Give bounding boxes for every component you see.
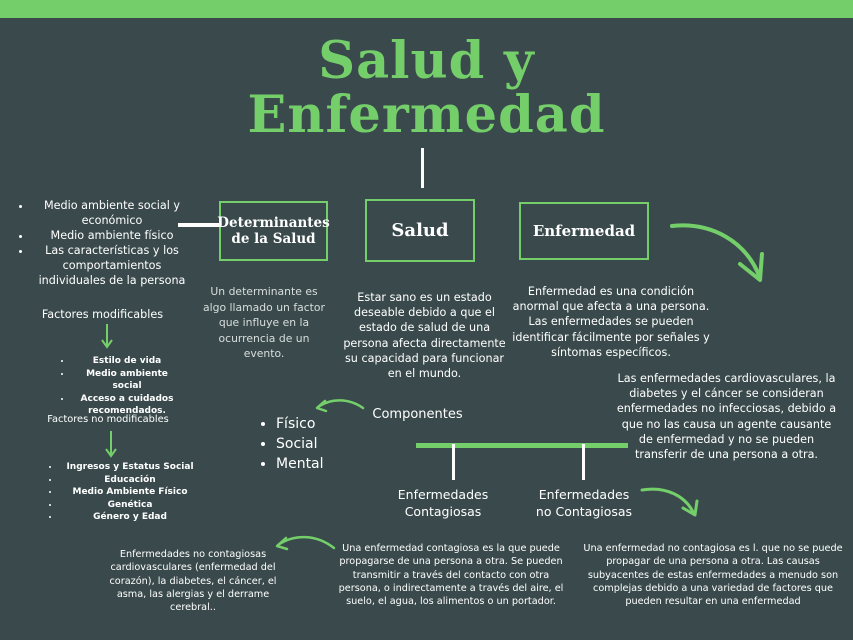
title-line-1: Salud y [318, 31, 535, 91]
factores-no-modificables-list [40, 461, 200, 524]
list-item: • Físico [276, 414, 324, 434]
contagiosas-label-line-1: Enfermedades [397, 487, 489, 502]
salud-label: Salud [391, 220, 449, 241]
list-item: • Género y Edad [60, 511, 200, 524]
list-item: • Las características y los comportamientos individuales de la persona [32, 243, 190, 288]
list-item: • Acceso a cuidados recomendados. [72, 393, 182, 418]
curved-arrow-icon [272, 532, 336, 554]
no-infecciosas-text: Las enfermedades cardiovasculares, la diabetes y el cáncer se consideran enfermedades no infecciosas, debido a que no las causa un agente causante de enfermedad y no se pueden transferir de una persona a otra. [616, 372, 837, 462]
page-title [200, 31, 653, 145]
factores-no-modificables-label: Factores no modificables [47, 414, 169, 425]
arrow-down-icon [100, 323, 114, 349]
factores-modificables-list [52, 355, 182, 418]
list-item: • Social [276, 434, 324, 454]
list-item: • Genética [60, 499, 200, 512]
title-line-2: Enfermedad [247, 85, 606, 145]
list-item: • Educación [60, 474, 200, 487]
componentes-label: Componentes [372, 407, 463, 422]
top-accent-bar [0, 0, 853, 18]
determinantes-list [12, 198, 190, 288]
list-item: • Ingresos y Estatus Social [60, 461, 200, 474]
contagiosas-label [388, 486, 498, 520]
no-contagiosas-label-line-1: Enfermedades [538, 487, 630, 502]
contagiosas-definition: Una enfermedad contagiosa es la que puede propagarse de una persona a otra. Se pueden transmitir a través del contacto con otra persona, o indirectamente a través del aire, el suelo, el agua, los alimentos o un portador. [338, 543, 564, 608]
list-item: • Medio ambiente social [72, 368, 182, 393]
enfermedad-label: Enfermedad [532, 222, 636, 240]
factores-modificables-label: Factores modificables [41, 308, 164, 321]
list-item: • Mental [276, 454, 324, 474]
curved-arrow-icon [313, 396, 365, 416]
contagiosas-label-line-2: Contagiosas [404, 504, 482, 519]
arrow-down-icon [104, 430, 118, 458]
list-item: • Medio Ambiente Físico [60, 486, 200, 499]
no-contagiosas-label [528, 486, 640, 520]
contagiosas-connector [452, 444, 455, 480]
determinantes-box [219, 201, 328, 261]
ejemplos-no-contagiosas: Enfermedades no contagiosas cardiovasculares (enfermedad del corazón), la diabetes, el cáncer, el asma, las alergias y el derrame cerebral.. [109, 549, 277, 614]
salud-box [365, 199, 475, 262]
no-contagiosas-label-line-2: no Contagiosas [535, 504, 633, 519]
list-item: • Medio ambiente físico [32, 228, 190, 243]
salud-definition: Estar sano es un estado deseable debido a que el estado de salud de una persona afecta directamente su capacidad para funcionar en el mundo. [343, 291, 506, 381]
componentes-bar [416, 443, 628, 448]
list-item: • Estilo de vida [72, 355, 182, 368]
componentes-list [252, 414, 324, 474]
determinante-definition: Un determinante es algo llamado un factor que influye en la ocurrencia de un evento. [203, 285, 325, 360]
curved-arrow-icon [670, 218, 770, 284]
no-contagiosas-connector [582, 444, 585, 480]
enfermedad-box [519, 202, 649, 260]
curved-arrow-icon [640, 486, 700, 518]
list-item: • Medio ambiente social y económico [32, 198, 190, 228]
no-contagiosas-definition: Una enfermedad no contagiosa es l. que no se puede propagar de una persona a otra. Las causas subyacentes de estas enfermedades a menudo son complejas debido a una variedad de factores que pueden resultar en una enfermedad [583, 543, 843, 608]
determinantes-label: Determinantes de la Salud [217, 215, 330, 247]
enfermedad-definition: Enfermedad es una condición anormal que afecta a una persona. Las enfermedades se pueden identificar fácilmente por señales y síntomas específicos. [512, 285, 710, 359]
title-connector [421, 148, 424, 188]
